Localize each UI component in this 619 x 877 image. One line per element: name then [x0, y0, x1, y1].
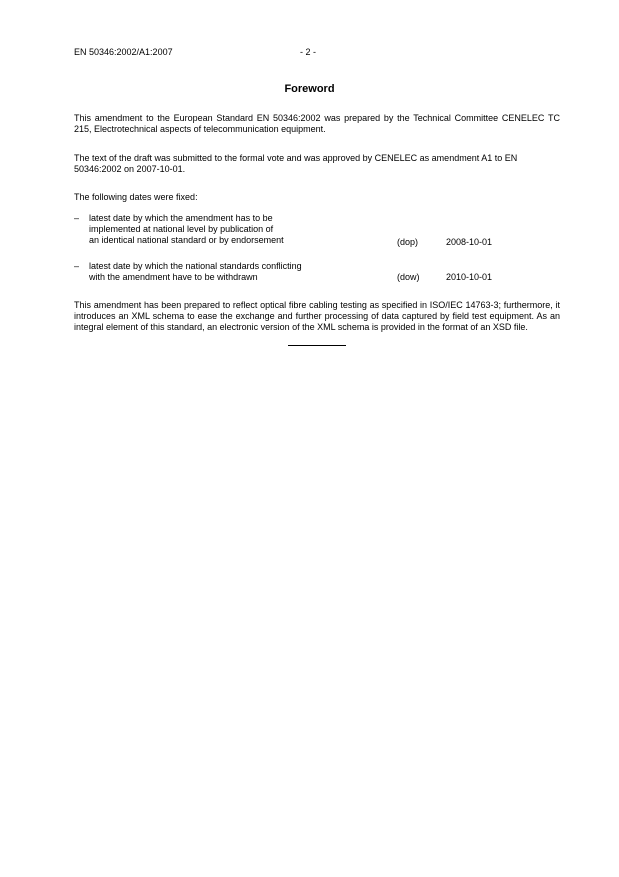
closing-paragraph: This amendment has been prepared to reflect optical fibre cabling testing as specified in ISO/IEC 14763-3; furthermore, it introduces an XML schema to ease the exchange and further processing of data captured by field test equipment. As an integral element of this standard, an electronic version of the XML schema is provided in the format of an XSD file.	[74, 300, 560, 332]
date-description	[89, 213, 389, 246]
date-value: 2008-10-01	[446, 237, 493, 247]
date-description-line: implemented at national level by publication of	[89, 224, 274, 234]
list-bullet: –	[74, 213, 80, 223]
date-description-line: with the amendment have to be withdrawn	[89, 272, 258, 282]
document-reference: EN 50346:2002/A1:2007	[74, 47, 173, 57]
date-abbreviation: (dow)	[397, 272, 420, 282]
dates-intro-paragraph: The following dates were fixed:	[74, 192, 198, 202]
page-number: - 2 -	[300, 47, 317, 57]
page-title: Foreword	[284, 83, 335, 95]
vote-paragraph: The text of the draft was submitted to the formal vote and was approved by CENELEC as amendment A1 to EN 50346:2002 on 2007-10-01.	[74, 153, 518, 174]
date-description-line: an identical national standard or by endorsement	[89, 235, 284, 245]
date-description-line: latest date by which the national standards conflicting	[89, 261, 302, 271]
date-value: 2010-10-01	[446, 272, 493, 282]
intro-paragraph: This amendment to the European Standard EN 50346:2002 was prepared by the Technical Committee CENELEC TC 215, Electrotechnical aspects of telecommunication equipment.	[74, 113, 560, 134]
date-description-line: latest date by which the amendment has to be	[89, 213, 273, 223]
end-rule-divider	[288, 345, 346, 346]
list-bullet: –	[74, 261, 80, 271]
date-abbreviation: (dop)	[397, 237, 419, 247]
date-description	[89, 261, 389, 283]
